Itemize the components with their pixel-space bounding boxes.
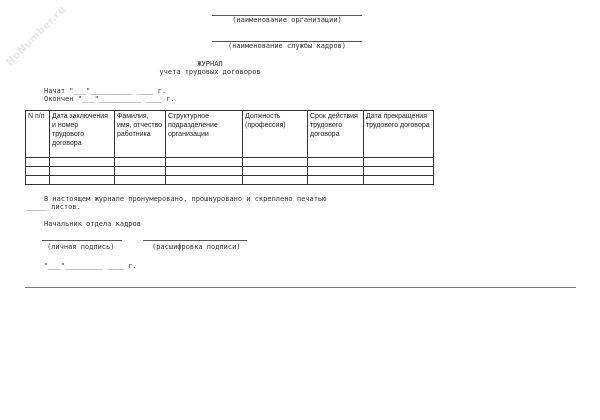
table-cell (26, 176, 50, 185)
table-row (26, 167, 434, 176)
ended-date: Окончен "___"__________ ____ г. (44, 95, 175, 103)
col-header-term: Срок действия трудового договора (308, 111, 364, 158)
table-header-row (26, 111, 434, 158)
head-of-hr-label: Начальник отдела кадров (44, 220, 141, 228)
table-cell (166, 176, 243, 185)
contracts-table (25, 110, 434, 185)
table-cell (308, 167, 364, 176)
decoding-line (143, 240, 247, 241)
table-cell (364, 158, 434, 167)
decoding-caption: (расшифровка подписи) (152, 243, 241, 251)
table-row (26, 176, 434, 185)
col-header-department: Структурное подразделение организации (166, 111, 243, 158)
table-cell (115, 167, 166, 176)
journal-subtitle: учета трудовых договоров (159, 68, 261, 76)
table-cell (166, 167, 243, 176)
signature-caption: (личная подпись) (47, 243, 115, 251)
table-row (26, 158, 434, 167)
journal-title: ЖУРНАЛ (197, 60, 223, 68)
page-divider (25, 287, 576, 288)
table-cell (243, 158, 308, 167)
table-cell (115, 176, 166, 185)
col-header-end-date: Дата прекращения трудового договора (364, 111, 434, 158)
certification-note: В настоящем журнале пронумеровано, прошнуровано и скреплено печатью (44, 195, 327, 203)
col-header-employee-name: Фамилия, имя, отчество работника (115, 111, 166, 158)
org-name-caption: (наименование организации) (232, 16, 342, 24)
col-header-number: N п/п (26, 111, 50, 158)
table-cell (50, 176, 115, 185)
table-cell (26, 158, 50, 167)
table-cell (50, 167, 115, 176)
table-cell (50, 158, 115, 167)
table-cell (243, 176, 308, 185)
table-cell (364, 167, 434, 176)
table-cell (364, 176, 434, 185)
col-header-position: Должность (профессия) (243, 111, 308, 158)
col-header-contract-date: Дата заключения и номер трудового договора (50, 111, 115, 158)
table-cell (166, 158, 243, 167)
table-cell (115, 158, 166, 167)
certification-sheets: _____ листов. (26, 203, 81, 211)
table-cell (308, 176, 364, 185)
signature-line (42, 240, 122, 241)
table-cell (308, 158, 364, 167)
table-cell (26, 167, 50, 176)
service-name-caption: (наименование службы кадров) (227, 42, 346, 50)
signing-date: "___"_________ ____ г. (44, 262, 137, 270)
watermark: NoNumber.ru (4, 3, 69, 69)
table-cell (243, 167, 308, 176)
started-date: Начат "___"__________ ____ г. (44, 87, 167, 95)
